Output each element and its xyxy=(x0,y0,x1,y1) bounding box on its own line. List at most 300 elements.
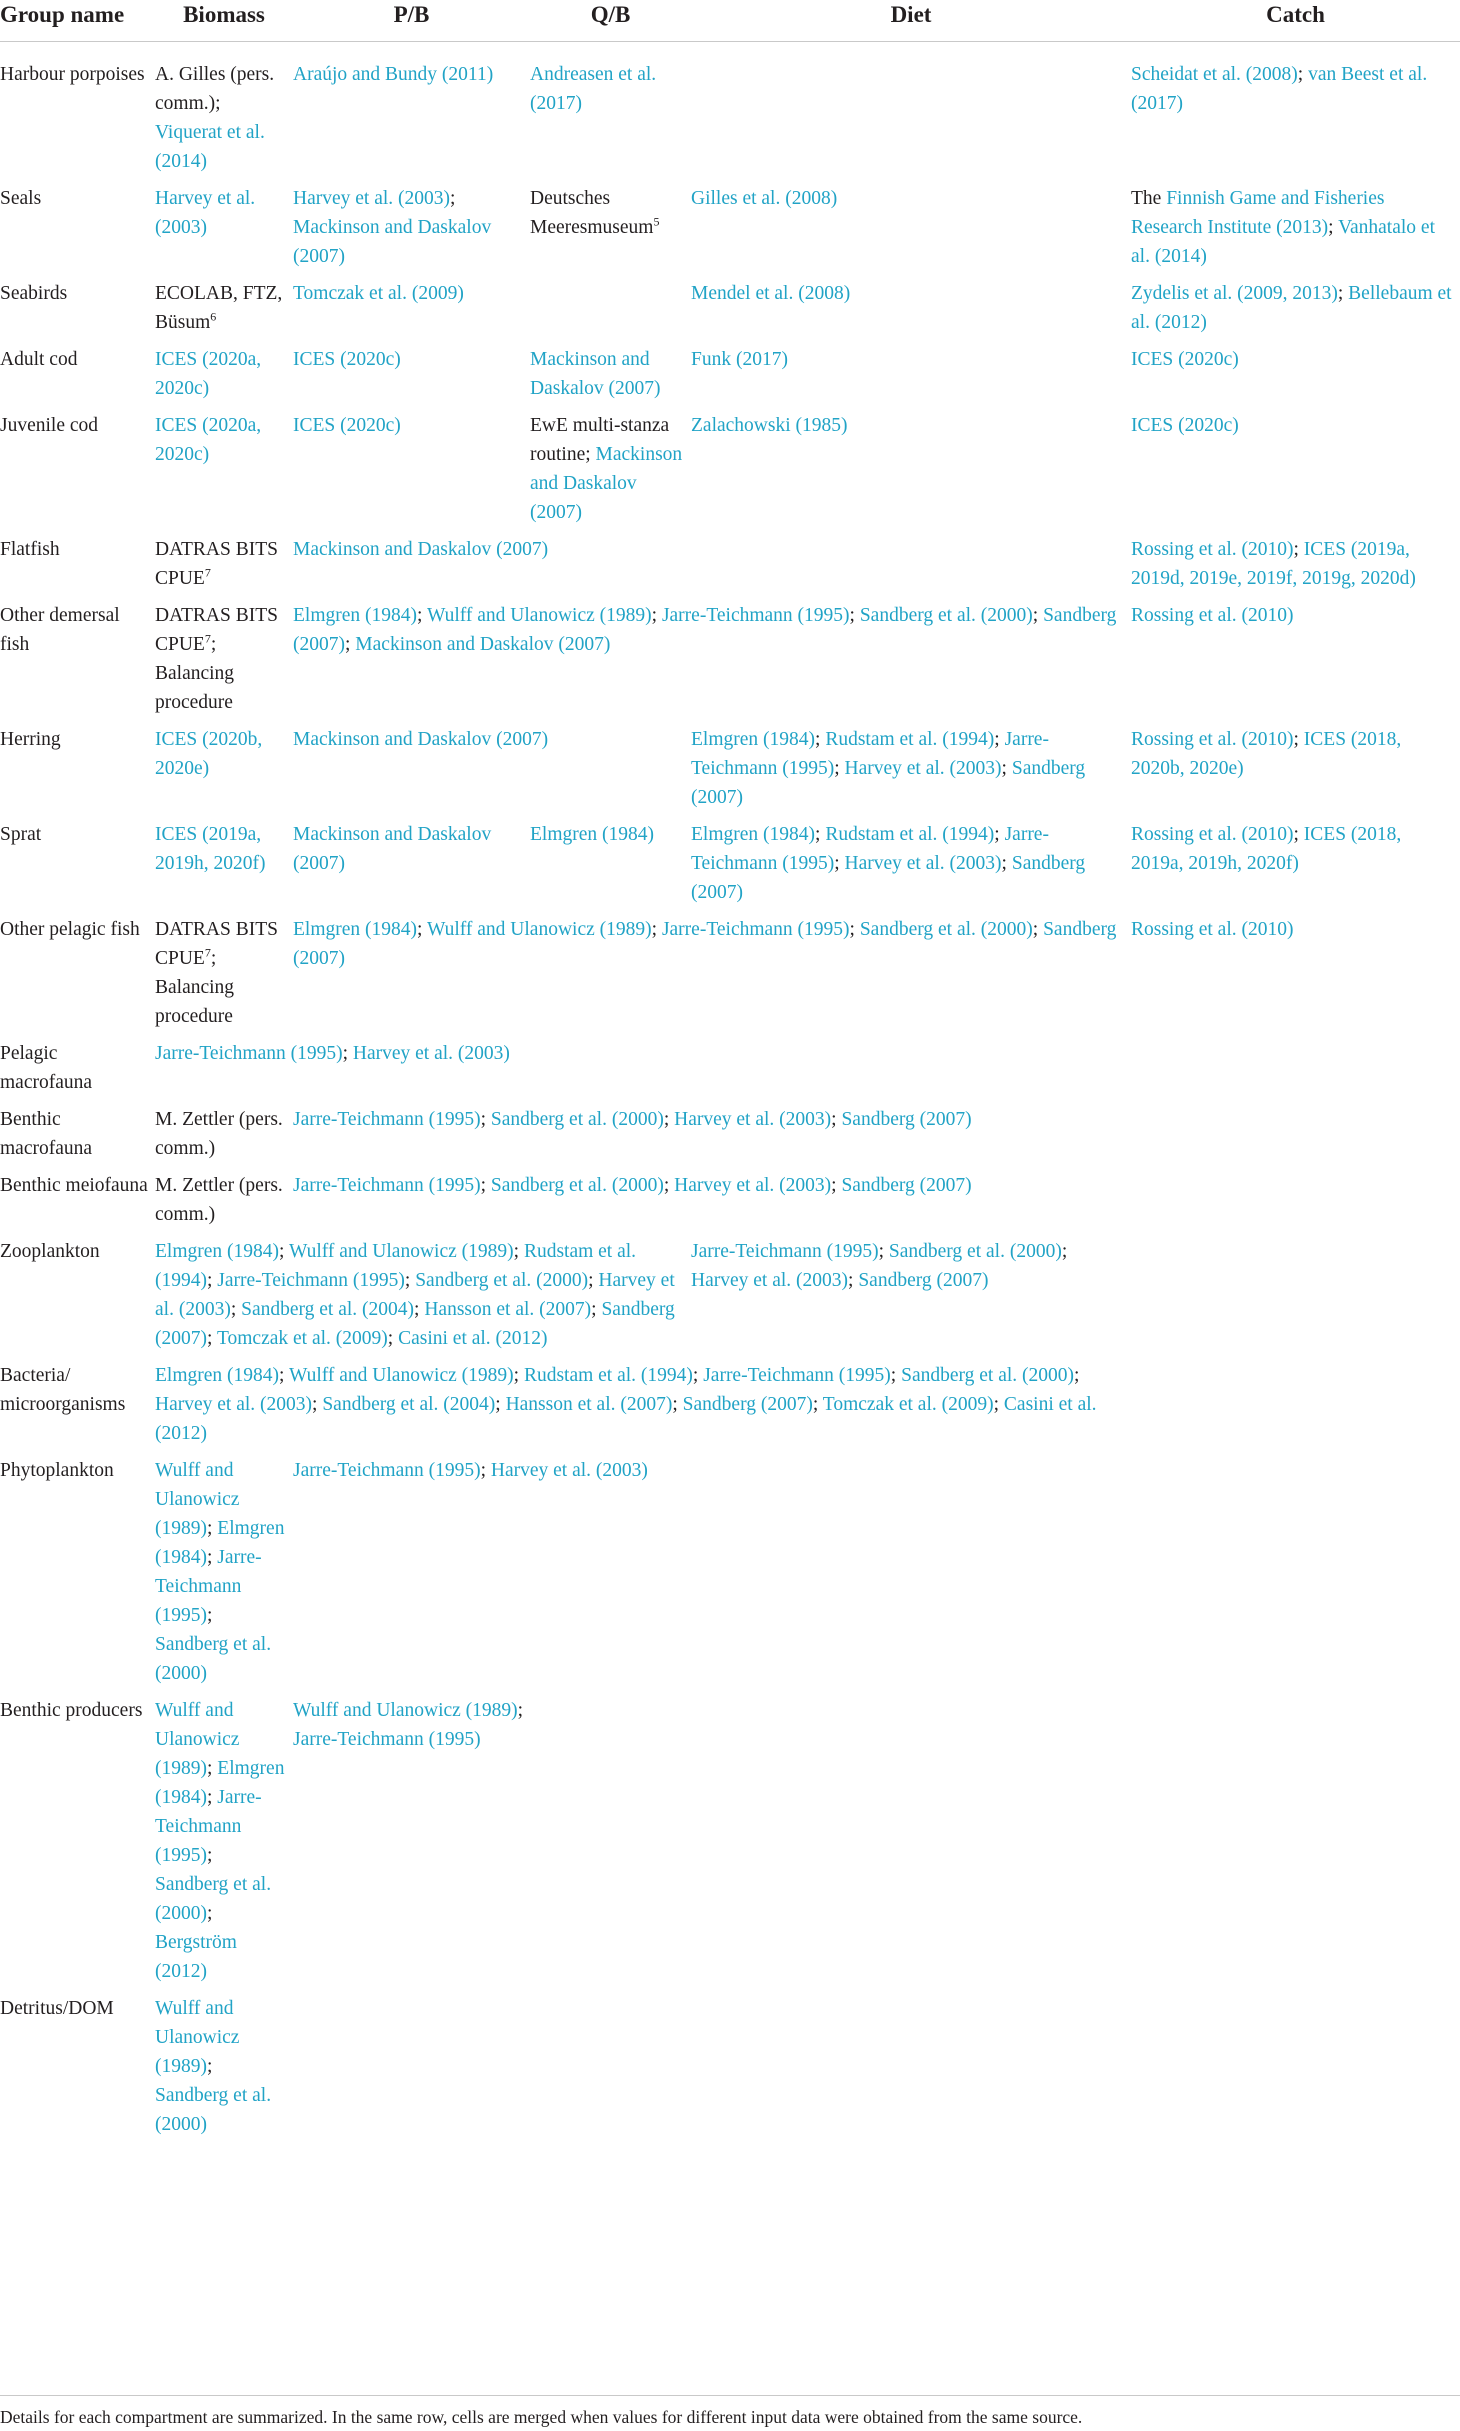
group-name-cell: Seals xyxy=(0,188,42,209)
source-cell xyxy=(1131,1171,1460,1237)
cell-text: ; xyxy=(480,1175,491,1196)
cell-text: ; xyxy=(1074,1365,1080,1386)
group-name-cell: Pelagic macrofauna xyxy=(0,1043,93,1093)
reference-link[interactable]: Viquerat et al. (2014) xyxy=(155,122,265,172)
cell-text: ; xyxy=(207,1845,213,1866)
cell-text: ; xyxy=(207,1547,218,1568)
reference-link[interactable]: Hansson et al. (2007) xyxy=(505,1394,673,1415)
reference-link[interactable]: ICES (2019a, 2019h, 2020f) xyxy=(155,824,266,874)
cell-text: A. Gilles (pers. comm.); xyxy=(155,64,275,114)
cell-text: ; xyxy=(207,1758,218,1779)
cell-text: ; xyxy=(812,1394,823,1415)
reference-link[interactable]: Casini et al. (2012) xyxy=(155,1394,1097,1444)
source-cell xyxy=(1131,1456,1460,1696)
reference-link[interactable]: Elmgren (1984) xyxy=(155,1365,280,1386)
source-cell xyxy=(155,42,293,185)
cell-text: ; xyxy=(517,1700,524,1721)
group-name-cell: Sprat xyxy=(0,824,42,845)
reference-link[interactable]: Jarre-Teichmann (1995) xyxy=(691,824,1049,874)
table-row xyxy=(0,1696,1460,1994)
reference-link[interactable]: Tomczak et al. (2009) xyxy=(216,1328,388,1349)
reference-link[interactable]: Jarre-Teichmann (1995) xyxy=(661,605,850,626)
source-cell xyxy=(155,725,293,820)
source-cell xyxy=(155,345,293,411)
cell-text: ; xyxy=(207,1787,218,1808)
reference-link[interactable]: Mendel et al. (2008) xyxy=(691,283,851,304)
reference-link[interactable]: Harvey et al. (2003) xyxy=(490,1460,648,1481)
cell-text: ; xyxy=(1061,1241,1068,1262)
source-cell xyxy=(530,345,691,411)
reference-link[interactable]: Sandberg et al. (2000) xyxy=(901,1365,1075,1386)
reference-link[interactable]: Harvey et al. (2003) xyxy=(155,1270,675,1320)
cell-text: ; xyxy=(1032,605,1044,626)
cell-text: ; xyxy=(849,919,860,940)
reference-link[interactable]: Sandberg (2007) xyxy=(682,1394,813,1415)
reference-link[interactable]: Harvey et al. (2003) xyxy=(844,758,1002,779)
table-header xyxy=(0,0,1460,42)
reference-link[interactable]: Wulff and Ulanowicz (1989) xyxy=(288,1365,514,1386)
reference-link[interactable]: Mackinson and Daskalov (2007) xyxy=(293,217,492,267)
cell-text: ; xyxy=(417,605,427,626)
table-row xyxy=(0,1361,1460,1456)
cell-text: ; xyxy=(848,1270,859,1291)
cell-text: ; xyxy=(387,1328,399,1349)
reference-link[interactable]: Wulff and Ulanowicz (1989) xyxy=(155,1700,240,1779)
source-cell xyxy=(293,820,530,915)
reference-link[interactable]: ICES (2018, 2020b, 2020e) xyxy=(1131,729,1402,779)
cell-text: ; xyxy=(815,729,826,750)
reference-link[interactable]: ICES (2020c) xyxy=(1131,349,1239,370)
table-row xyxy=(0,1171,1460,1237)
reference-link[interactable]: Rudstam et al. (1994) xyxy=(523,1365,693,1386)
source-cell xyxy=(530,411,691,535)
footnote-marker: 6 xyxy=(210,309,217,324)
cell-text: ; xyxy=(651,919,662,940)
cell-text: ; xyxy=(834,758,845,779)
reference-link[interactable]: ICES (2019a, 2019d, 2019e, 2019f, 2019g, 2020d) xyxy=(1131,539,1416,589)
cell-text: M. Zettler (pers. comm.) xyxy=(155,1175,283,1225)
group-name-cell: Phytoplankton xyxy=(0,1460,114,1481)
source-cell xyxy=(293,279,530,345)
source-cell xyxy=(691,1456,1131,1696)
table-row xyxy=(0,915,1460,1039)
source-cell xyxy=(155,1361,1131,1456)
source-cell xyxy=(1131,1994,1460,2147)
source-cell xyxy=(155,535,293,601)
cell-text: ; xyxy=(279,1241,289,1262)
reference-link[interactable]: Mackinson and Daskalov (2007) xyxy=(293,729,549,750)
cell-text: ; xyxy=(993,1394,1004,1415)
reference-link[interactable]: Elmgren (1984) xyxy=(155,1758,285,1808)
source-cell xyxy=(293,535,1131,601)
reference-link[interactable]: Harvey et al. (2003) xyxy=(844,853,1002,874)
cell-text: ; xyxy=(207,1328,217,1349)
reference-link[interactable]: Sandberg et al. (2000) xyxy=(490,1109,664,1130)
cell-text: ; xyxy=(663,1175,675,1196)
reference-link[interactable]: Jarre-Teichmann (1995) xyxy=(661,919,850,940)
reference-link[interactable]: Scheidat et al. (2008) xyxy=(1131,64,1298,85)
source-cell xyxy=(155,184,293,279)
reference-link[interactable]: Gilles et al. (2008) xyxy=(691,188,838,209)
cell-text: ; xyxy=(312,1394,323,1415)
cell-text: ; xyxy=(1032,919,1044,940)
header-biomass: Biomass xyxy=(155,0,293,42)
source-cell xyxy=(1131,1361,1460,1456)
reference-link[interactable]: Rudstam et al. (1994) xyxy=(825,824,995,845)
cell-text: ; xyxy=(588,1270,599,1291)
reference-link[interactable]: Casini et al. (2012) xyxy=(398,1328,548,1349)
cell-text: ; xyxy=(417,919,427,940)
source-cell xyxy=(691,725,1131,820)
reference-link[interactable]: Bergström (2012) xyxy=(155,1932,237,1982)
reference-link[interactable]: Sandberg et al. (2000) xyxy=(888,1241,1062,1262)
reference-link[interactable]: Jarre-Teichmann (1995) xyxy=(293,1460,481,1481)
reference-link[interactable]: ICES (2020b, 2020e) xyxy=(155,729,263,779)
cell-text: ; xyxy=(692,1365,704,1386)
reference-link[interactable]: Rossing et al. (2010) xyxy=(1131,729,1294,750)
source-cell xyxy=(155,411,293,535)
reference-link[interactable]: Mackinson and Daskalov (2007) xyxy=(293,824,492,874)
cell-text: Deutsches Meeresmuseum xyxy=(530,188,654,238)
cell-text: ; xyxy=(207,1270,218,1291)
reference-link[interactable]: Wulff and Ulanowicz (1989) xyxy=(288,1241,514,1262)
reference-link[interactable]: Rossing et al. (2010) xyxy=(1131,824,1294,845)
group-name-cell: Adult cod xyxy=(0,349,78,370)
reference-link[interactable]: Wulff and Ulanowicz (1989) xyxy=(155,1460,240,1539)
reference-link[interactable]: Harvey et al. (2003) xyxy=(352,1043,510,1064)
cell-text: ; xyxy=(513,1365,524,1386)
cell-text: ; xyxy=(480,1109,491,1130)
reference-link[interactable]: Jarre-Teichmann (1995) xyxy=(155,1787,262,1866)
cell-text: ; xyxy=(404,1270,416,1291)
source-cell xyxy=(293,1171,1131,1237)
source-cell xyxy=(530,1696,691,1994)
source-cell xyxy=(293,1696,530,1994)
reference-link[interactable]: Sandberg (2007) xyxy=(293,605,1117,655)
cell-text: ; xyxy=(890,1365,902,1386)
cell-text: ; xyxy=(414,1299,425,1320)
cell-text: ; xyxy=(815,824,826,845)
reference-link[interactable]: ICES (2018, 2019a, 2019h, 2020f) xyxy=(1131,824,1402,874)
reference-link[interactable]: Sandberg et al. (2004) xyxy=(241,1299,415,1320)
source-cell xyxy=(1131,184,1460,279)
table-row xyxy=(0,279,1460,345)
source-cell xyxy=(691,279,1131,345)
reference-link[interactable]: Rudstam et al. (1994) xyxy=(155,1241,637,1291)
group-name-cell: Bacteria/ microorganisms xyxy=(0,1365,126,1415)
cell-text: ; xyxy=(831,1175,842,1196)
cell-text: M. Zettler (pers. comm.) xyxy=(155,1109,283,1159)
cell-text: DATRAS BITS CPUE xyxy=(155,605,278,655)
source-cell xyxy=(155,1237,691,1361)
cell-text: ; xyxy=(1293,539,1304,560)
footnote-marker: 7 xyxy=(204,565,211,580)
reference-link[interactable]: Elmgren (1984) xyxy=(530,824,655,845)
reference-link[interactable]: Jarre-Teichmann (1995) xyxy=(155,1043,343,1064)
source-cell xyxy=(155,1994,293,2147)
cell-text: ; xyxy=(480,1460,491,1481)
cell-text: ECOLAB, FTZ, Büsum xyxy=(155,283,283,333)
reference-link[interactable]: Zydelis et al. (2009, 2013) xyxy=(1131,283,1338,304)
group-name-cell: Other demersal fish xyxy=(0,605,120,655)
reference-link[interactable]: Elmgren (1984) xyxy=(155,1241,280,1262)
source-cell xyxy=(293,1994,530,2147)
reference-link[interactable]: ICES (2020c) xyxy=(293,349,401,370)
reference-link[interactable]: Jarre-Teichmann (1995) xyxy=(293,1109,481,1130)
reference-link[interactable]: Sandberg (2007) xyxy=(841,1175,972,1196)
reference-link[interactable]: Harvey et al. (2003) xyxy=(674,1109,832,1130)
cell-text: ; Balancing procedure xyxy=(155,634,235,713)
source-cell xyxy=(155,279,293,345)
source-cell xyxy=(691,820,1131,915)
reference-link[interactable]: Sandberg et al. (2000) xyxy=(490,1175,664,1196)
source-cell xyxy=(530,820,691,915)
source-cell xyxy=(1131,1105,1460,1171)
source-cell xyxy=(1131,820,1460,915)
table-row xyxy=(0,535,1460,601)
reference-link[interactable]: Tomczak et al. (2009) xyxy=(822,1394,994,1415)
cell-text: The xyxy=(1131,188,1167,209)
cell-text: ; xyxy=(1293,729,1304,750)
reference-link[interactable]: ICES (2020c) xyxy=(293,415,401,436)
group-name-cell: Other pelagic fish xyxy=(0,919,140,940)
source-cell xyxy=(1131,601,1460,725)
source-cell xyxy=(1131,1039,1460,1105)
reference-link[interactable]: Harvey et al. (2003) xyxy=(155,1394,313,1415)
source-cell xyxy=(691,1994,1131,2147)
cell-text: ; xyxy=(1337,283,1349,304)
reference-link[interactable]: Harvey et al. (2003) xyxy=(691,1270,849,1291)
source-cell xyxy=(155,1105,293,1171)
group-name-cell: Benthic macrofauna xyxy=(0,1109,93,1159)
cell-text: ; xyxy=(994,729,1005,750)
cell-text: DATRAS BITS CPUE xyxy=(155,919,278,969)
source-cell xyxy=(530,279,691,345)
reference-link[interactable]: ICES (2020a, 2020c) xyxy=(155,349,262,399)
source-cell xyxy=(155,915,293,1039)
cell-text: ; xyxy=(672,1394,683,1415)
reference-link[interactable]: Elmgren (1984) xyxy=(691,729,816,750)
reference-link[interactable]: Finnish Game and Fisheries Research Institute (2013) xyxy=(1131,188,1385,238)
source-cell xyxy=(155,820,293,915)
reference-link[interactable]: Elmgren (1984) xyxy=(155,1518,285,1568)
reference-link[interactable]: Sandberg (2007) xyxy=(841,1109,972,1130)
cell-text: ; xyxy=(849,605,860,626)
source-cell xyxy=(691,1237,1131,1361)
reference-link[interactable]: Sandberg et al. (2000) xyxy=(155,1634,272,1684)
group-name-cell: Detritus/DOM xyxy=(0,1998,114,2019)
reference-link[interactable]: Harvey et al. (2003) xyxy=(155,188,256,238)
source-cell xyxy=(691,42,1131,185)
source-cell xyxy=(530,1994,691,2147)
source-cell xyxy=(691,184,1131,279)
header-diet: Diet xyxy=(691,0,1131,42)
cell-text: ; xyxy=(207,1605,213,1626)
reference-link[interactable]: Zalachowski (1985) xyxy=(691,415,848,436)
table-row xyxy=(0,1039,1460,1105)
source-cell xyxy=(155,1456,293,1696)
cell-text: ; xyxy=(279,1365,289,1386)
cell-text: ; xyxy=(1293,824,1304,845)
reference-link[interactable]: Jarre-Teichmann (1995) xyxy=(703,1365,891,1386)
source-cell xyxy=(293,725,691,820)
source-cell xyxy=(155,601,293,725)
reference-link[interactable]: Jarre-Teichmann (1995) xyxy=(293,1175,481,1196)
table-row xyxy=(0,1105,1460,1171)
reference-link[interactable]: Sandberg (2007) xyxy=(691,758,1086,808)
reference-link[interactable]: Elmgren (1984) xyxy=(293,605,418,626)
reference-link[interactable]: Mackinson and Daskalov (2007) xyxy=(530,444,683,523)
reference-link[interactable]: Jarre-Teichmann (1995) xyxy=(217,1270,405,1291)
group-name-cell: Benthic producers xyxy=(0,1700,143,1721)
cell-text: ; Balancing procedure xyxy=(155,948,235,1027)
reference-link[interactable]: Elmgren (1984) xyxy=(691,824,816,845)
cell-text: ; xyxy=(834,853,845,874)
cell-text: ; xyxy=(207,1518,218,1539)
table-row xyxy=(0,1456,1460,1696)
table-body xyxy=(0,42,1460,2148)
cell-text: ; xyxy=(1001,853,1012,874)
reference-link[interactable]: Sandberg et al. (2000) xyxy=(859,605,1033,626)
source-cell xyxy=(293,42,530,185)
cell-text: ; xyxy=(1001,758,1012,779)
reference-link[interactable]: Wulff and Ulanowicz (1989) xyxy=(426,605,652,626)
source-cell xyxy=(1131,42,1460,185)
reference-link[interactable]: Andreasen et al. (2017) xyxy=(530,64,657,114)
source-cell xyxy=(293,184,530,279)
table-row xyxy=(0,411,1460,535)
reference-link[interactable]: Sandberg (2007) xyxy=(691,853,1086,903)
group-name-cell: Harbour porpoises xyxy=(0,64,145,85)
reference-link[interactable]: Rossing et al. (2010) xyxy=(1131,605,1294,626)
reference-link[interactable]: Rossing et al. (2010) xyxy=(1131,539,1294,560)
table-row xyxy=(0,601,1460,725)
cell-text: ; xyxy=(878,1241,889,1262)
group-name-cell: Benthic meiofauna xyxy=(0,1175,148,1196)
group-name-cell: Juvenile cod xyxy=(0,415,99,436)
header-catch: Catch xyxy=(1131,0,1460,42)
reference-link[interactable]: Mackinson and Daskalov (2007) xyxy=(355,634,611,655)
header-row xyxy=(0,0,1460,42)
cell-text: ; xyxy=(342,1043,353,1064)
source-cell xyxy=(1131,411,1460,535)
table-footnote: Details for each compartment are summarized. In the same row, cells are merged when values for different input data were obtained from the same source. xyxy=(0,2395,1460,2429)
cell-text: ; xyxy=(1297,64,1309,85)
reference-link[interactable]: Sandberg et al. (2000) xyxy=(155,2085,272,2135)
header-group-name: Group name xyxy=(0,0,155,42)
reference-link[interactable]: Sandberg (2007) xyxy=(155,1299,675,1349)
footnote-marker: 7 xyxy=(204,631,211,646)
reference-link[interactable]: Harvey et al. (2003) xyxy=(674,1175,832,1196)
source-cell xyxy=(155,1171,293,1237)
cell-text: ; xyxy=(207,2056,213,2077)
source-cell xyxy=(1131,915,1460,1039)
cell-text: ; xyxy=(345,634,356,655)
source-cell xyxy=(155,1696,293,1994)
reference-link[interactable]: Jarre-Teichmann (1995) xyxy=(691,729,1049,779)
group-name-cell: Zooplankton xyxy=(0,1241,100,1262)
cell-text: ; xyxy=(1328,217,1339,238)
reference-link[interactable]: Jarre-Teichmann (1995) xyxy=(691,1241,879,1262)
reference-link[interactable]: Harvey et al. (2003) xyxy=(293,188,451,209)
group-name-cell: Herring xyxy=(0,729,61,750)
source-cell xyxy=(530,42,691,185)
source-cell xyxy=(1131,535,1460,601)
source-cell xyxy=(691,411,1131,535)
reference-link[interactable]: Funk (2017) xyxy=(691,349,788,370)
reference-link[interactable]: Elmgren (1984) xyxy=(293,919,418,940)
reference-link[interactable]: Sandberg et al. (2000) xyxy=(415,1270,589,1291)
reference-link[interactable]: Jarre-Teichmann (1995) xyxy=(293,1729,481,1750)
cell-text: DATRAS BITS CPUE xyxy=(155,539,278,589)
cell-text: ; xyxy=(230,1299,242,1320)
source-cell xyxy=(530,184,691,279)
cell-text: EwE multi-stanza routine; xyxy=(530,415,670,465)
table-row xyxy=(0,1994,1460,2147)
source-cell xyxy=(1131,1696,1460,1994)
source-cell xyxy=(155,1039,1131,1105)
reference-link[interactable]: Sandberg et al. (2004) xyxy=(322,1394,496,1415)
reference-link[interactable]: ICES (2020c) xyxy=(1131,415,1239,436)
source-cell xyxy=(1131,725,1460,820)
source-cell xyxy=(691,345,1131,411)
reference-link[interactable]: Hansson et al. (2007) xyxy=(424,1299,592,1320)
footnote-marker: 5 xyxy=(653,214,660,229)
reference-link[interactable]: Sandberg et al. (2000) xyxy=(859,919,1033,940)
group-name-cell: Seabirds xyxy=(0,283,68,304)
reference-link[interactable]: Sandberg (2007) xyxy=(293,919,1117,969)
source-cell xyxy=(293,411,530,535)
reference-link[interactable]: Rudstam et al. (1994) xyxy=(825,729,995,750)
reference-link[interactable]: Vanhatalo et al. (2014) xyxy=(1131,217,1435,267)
reference-link[interactable]: Sandberg (2007) xyxy=(858,1270,989,1291)
cell-text: ; xyxy=(591,1299,602,1320)
cell-text: ; xyxy=(831,1109,842,1130)
reference-link[interactable]: Mackinson and Daskalov (2007) xyxy=(293,539,549,560)
source-cell xyxy=(293,345,530,411)
header-qb: Q/B xyxy=(530,0,691,42)
reference-link[interactable]: Bellebaum et al. (2012) xyxy=(1131,283,1452,333)
cell-text: ; xyxy=(994,824,1005,845)
table-row xyxy=(0,42,1460,185)
cell-text: ; xyxy=(495,1394,506,1415)
table-row xyxy=(0,725,1460,820)
cell-text: ; xyxy=(651,605,662,626)
footnote-marker: 7 xyxy=(204,945,211,960)
reference-link[interactable]: Sandberg et al. (2000) xyxy=(155,1874,272,1924)
source-cell xyxy=(293,1456,691,1696)
reference-link[interactable]: Wulff and Ulanowicz (1989) xyxy=(155,1998,240,2077)
reference-link[interactable]: Tomczak et al. (2009) xyxy=(293,283,464,304)
reference-link[interactable]: Rossing et al. (2010) xyxy=(1131,919,1294,940)
reference-link[interactable]: van Beest et al. (2017) xyxy=(1131,64,1428,114)
reference-link[interactable]: Araújo and Bundy (2011) xyxy=(293,64,494,85)
source-cell xyxy=(1131,345,1460,411)
cell-text: ; xyxy=(450,188,456,209)
source-cell xyxy=(1131,1237,1460,1361)
reference-link[interactable]: Jarre-Teichmann (1995) xyxy=(155,1547,262,1626)
cell-text: ; xyxy=(513,1241,524,1262)
reference-link[interactable]: Mackinson and Daskalov (2007) xyxy=(530,349,661,399)
group-name-cell: Flatfish xyxy=(0,539,60,560)
reference-link[interactable]: Wulff and Ulanowicz (1989) xyxy=(426,919,652,940)
reference-link[interactable]: Wulff and Ulanowicz (1989) xyxy=(293,1700,518,1721)
reference-link[interactable]: ICES (2020a, 2020c) xyxy=(155,415,262,465)
source-cell xyxy=(293,915,1131,1039)
cell-text: ; xyxy=(663,1109,675,1130)
source-cell xyxy=(293,601,1131,725)
source-cell xyxy=(293,1105,1131,1171)
